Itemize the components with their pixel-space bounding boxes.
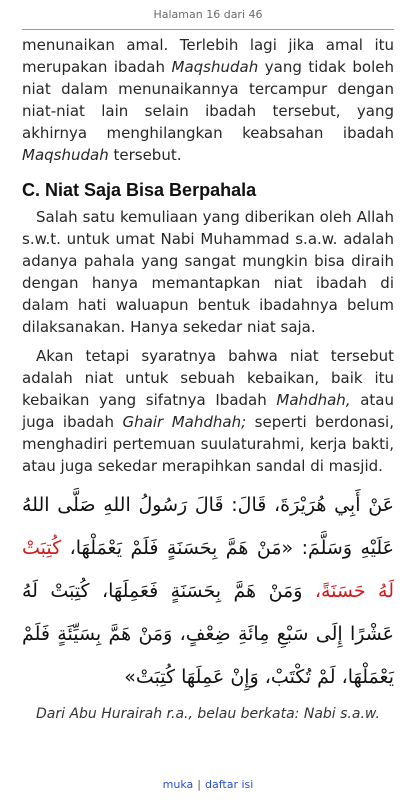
page-number: Halaman 16 dari 46 (153, 8, 263, 21)
hadith-arabic-text (22, 484, 394, 699)
hadith-highlight: كُتِبَتْ لَهُ حَسَنَةً، (22, 537, 394, 602)
section-heading: C. Niat Saja Bisa Berpahala (22, 180, 257, 200)
text-run: atau juga ibadah (22, 391, 394, 431)
text-run: menunaikan amal. Terlebih lagi jika amal itu merupakan ibadah (22, 36, 394, 76)
text-run: seperti berdonasi, menghadiri pertemuan suulaturahmi, kerja bakti, atau juga sekedar merapihkan sandal di masjid. (22, 413, 394, 475)
term-maqshudah: Maqshudah (171, 58, 259, 76)
term-mahdhah: Mahdhah, (276, 391, 351, 409)
table-of-contents-link[interactable]: daftar isi (205, 778, 254, 791)
page-content (22, 34, 394, 725)
paragraph-niat-condition (22, 345, 394, 477)
header-divider (22, 29, 394, 30)
paragraph-niat-intro: Salah satu kemuliaan yang diberikan oleh Allah s.w.t. untuk umat Nabi Muhammad s.a.w. adalah adanya pahala yang sangat mungkin bisa diraih dengan hanya memantapkan niat ibadah di dalam hati waluapun bentuk ibadahnya belum dilaksanakan. Hanya sekedar niat saja. (22, 208, 394, 336)
text-run: yang tidak boleh niat dalam menunaikannya tercampur dengan niat-niat lain selain ibadah tersebut, yang akhirnya menghilangkan keabsahan ibadah (22, 58, 394, 142)
hadith-text-run: عَنْ أَبِي هُرَيْرَةَ، قَالَ: قَالَ رَسُولُ اللهِ صَلَّى اللهُ عَلَيْهِ وَسَلَّمَ: «مَنْ هَمَّ بِحَسَنَةٍ فَلَمْ يَعْمَلْهَا، (22, 494, 394, 559)
text-run: tersebut. (108, 146, 182, 164)
hadith-text-run: وَمَنْ هَمَّ بِحَسَنَةٍ فَعَمِلَهَا، كُتِبَتْ لَهُ عَشْرًا إِلَى سَبْعِ مِائَةِ ضِعْفٍ، وَمَنْ هَمَّ بِسَيِّئَةٍ فَلَمْ يَعْمَلْهَا، لَمْ تُكْتَبْ، وَإِنْ عَمِلَهَا كُتِبَتْ» (22, 580, 394, 688)
term-maqshudah: Maqshudah (22, 146, 109, 164)
hadith-translation: Dari Abu Hurairah r.a., belau berkata: Nabi s.a.w. (36, 706, 380, 722)
paragraph-continuation (22, 34, 394, 166)
footer-navigation (0, 778, 416, 791)
text-run: Akan tetapi syaratnya bahwa niat tersebut adalah niat untuk sebuah kebaikan, baik itu kebaikan yang sifatnya Ibadah (22, 347, 394, 409)
footer-separator: | (197, 778, 201, 791)
home-link[interactable]: muka (162, 778, 194, 791)
term-ghair-mahdhah: Ghair Mahdhah; (122, 413, 247, 431)
